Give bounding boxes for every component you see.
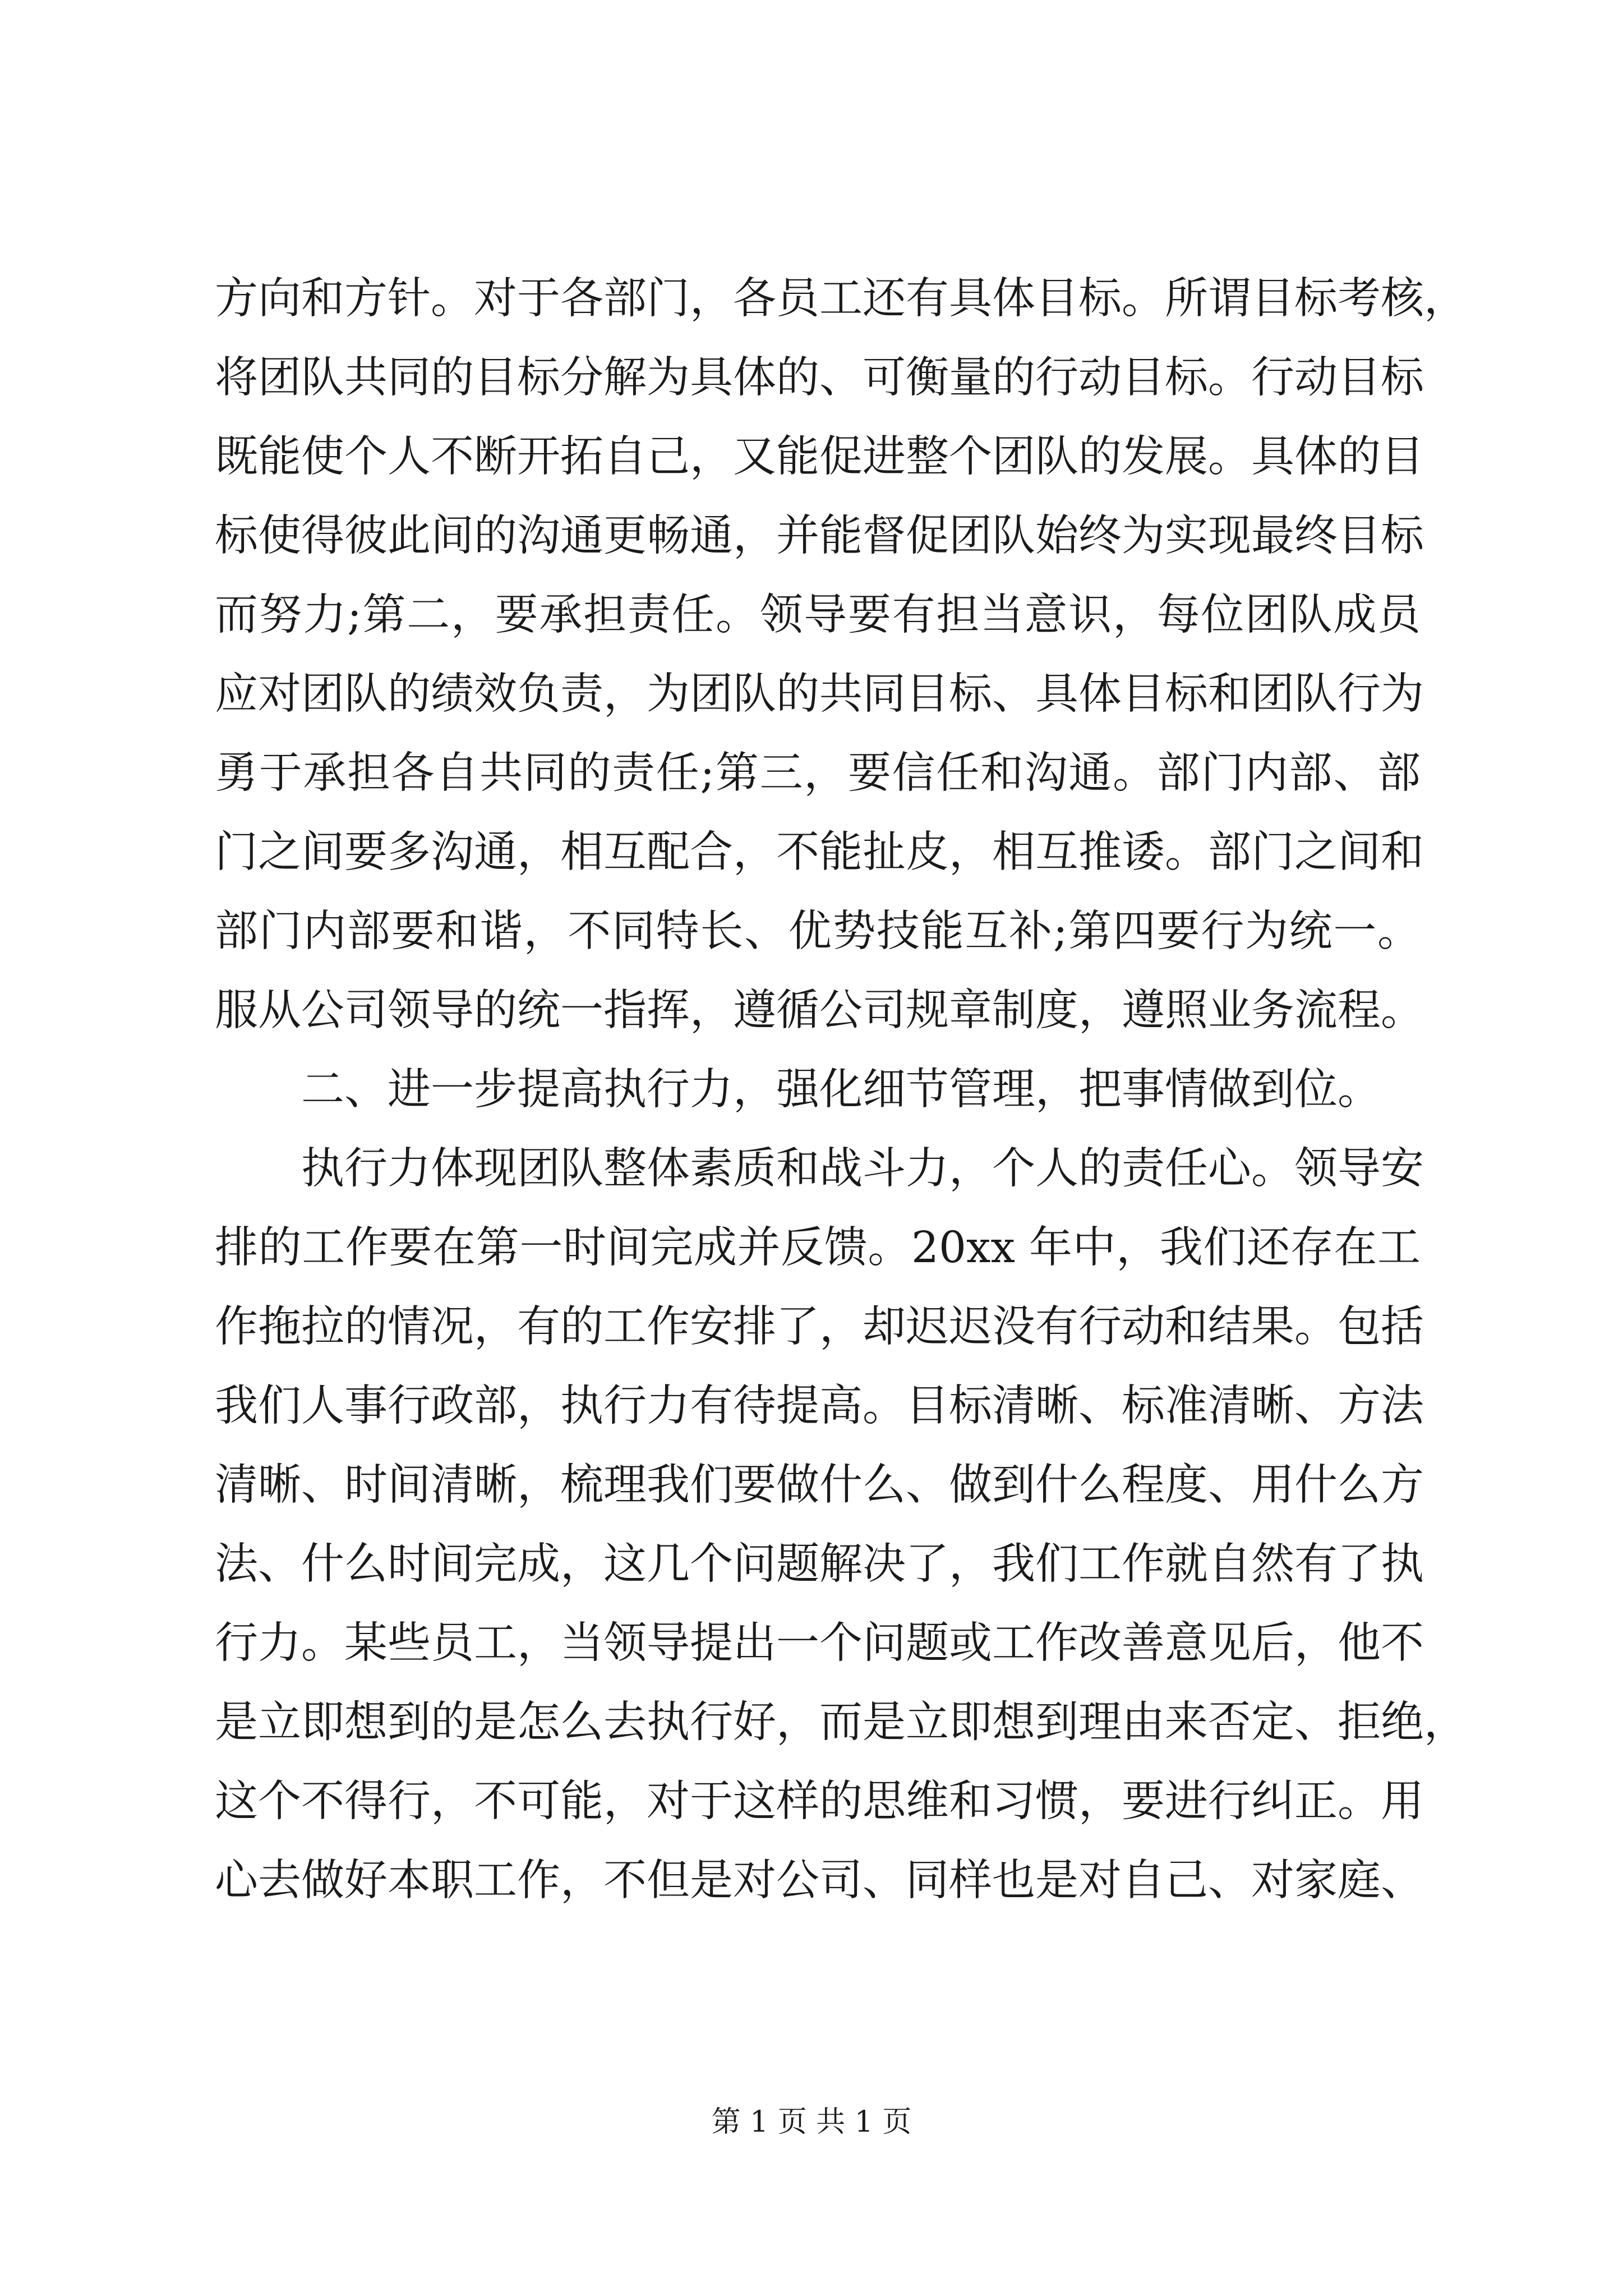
body-text [215, 259, 1467, 1920]
text-line: 既能使个人不断开拓自己，又能促进整个团队的发展。具体的目 [215, 432, 1424, 482]
text-line: 这个不得行，不可能，对于这样的思维和习惯，要进行纠正。用 [215, 1777, 1424, 1826]
text-line: 门之间要多沟通，相互配合，不能扯皮，相互推诿。部门之间和 [215, 827, 1424, 877]
text-line: 清晰、时间清晰，梳理我们要做什么、做到什么程度、用什么方 [215, 1460, 1424, 1510]
text-line: 部门内部要和谐，不同特长、优势技能互补;第四要行为统一。 [215, 907, 1421, 956]
page-footer [0, 2102, 1623, 2142]
text-line: 作拖拉的情况，有的工作安排了，却迟迟没有行动和结果。包括 [215, 1302, 1424, 1352]
text-line: 法、什么时间完成，这几个问题解决了，我们工作就自然有了执 [215, 1539, 1424, 1589]
text-line: 排的工作要在第一时间完成并反馈。20xx 年中，我们还存在工 [215, 1223, 1421, 1273]
text-line: 应对团队的绩效负责，为团队的共同目标、具体目标和团队行为 [215, 669, 1424, 719]
text-line: 标使得彼此间的沟通更畅通，并能督促团队始终为实现最终目标 [215, 511, 1424, 561]
text-line: 方向和方针。对于各部门，各员工还有具体目标。所谓目标考核， [215, 274, 1467, 324]
text-line: 而努力;第二，要承担责任。领导要有担当意识，每位团队成员 [215, 590, 1421, 640]
text-line: 我们人事行政部，执行力有待提高。目标清晰、标准清晰、方法 [215, 1381, 1424, 1431]
text-line: 执行力体现团队整体素质和战斗力，个人的责任心。领导安 [301, 1144, 1424, 1194]
text-line: 心去做好本职工作，不但是对公司、同样也是对自己、对家庭、 [215, 1856, 1424, 1906]
text-line: 服从公司领导的统一指挥，遵循公司规章制度，遵照业务流程。 [215, 986, 1424, 1036]
page-number-label: 第 1 页 共 1 页 [711, 2105, 912, 2139]
section-heading: 二、进一步提高执行力，强化细节管理，把事情做到位。 [301, 1065, 1381, 1115]
text-line: 将团队共同的目标分解为具体的、可衡量的行动目标。行动目标 [215, 353, 1424, 403]
text-line: 是立即想到的是怎么去执行好，而是立即想到理由来否定、拒绝， [215, 1697, 1467, 1747]
text-line: 行力。某些员工，当领导提出一个问题或工作改善意见后，他不 [215, 1618, 1424, 1668]
text-line: 勇于承担各自共同的责任;第三，要信任和沟通。部门内部、部 [215, 748, 1421, 798]
